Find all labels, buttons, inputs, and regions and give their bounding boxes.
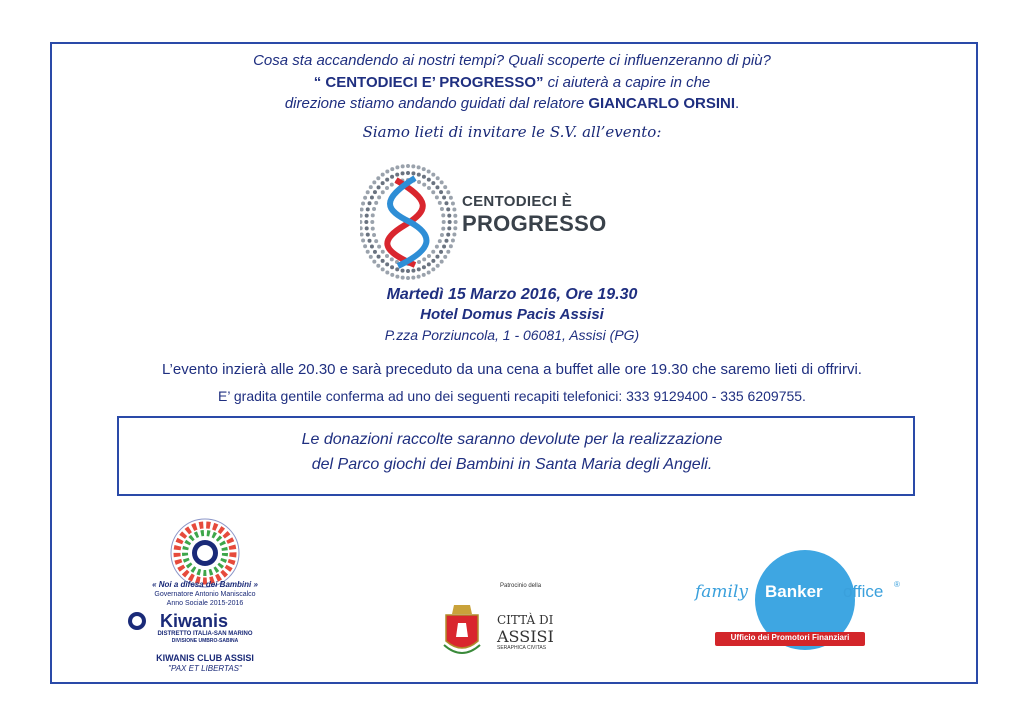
patronage-label: Patrocinio della bbox=[500, 583, 542, 589]
invite-heading: Siamo lieti di invitare le S.V. all’evento: bbox=[362, 123, 662, 141]
kiwanis-tagline: « Noi a difesa dei Bambini » bbox=[152, 580, 258, 589]
fb-office-text: office bbox=[843, 582, 884, 601]
confirmation-phones: E’ gradita gentile conferma ad uno dei seguenti recapiti telefonici: 333 9129400 - 335 6209755. bbox=[218, 388, 806, 404]
logo-line-2: PROGRESSO bbox=[462, 211, 607, 236]
assisi-motto: SERAPHICA CIVITAS bbox=[497, 645, 547, 651]
kiwanis-motto: "PAX ET LIBERTAS" bbox=[168, 664, 242, 673]
intro-line-2-rest: ci aiuterà a capire in che bbox=[543, 74, 711, 91]
fb-banker-text: Banker bbox=[765, 582, 823, 601]
kiwanis-division: DIVISIONE UMBRO-SABINA bbox=[171, 638, 239, 644]
fb-registered-mark: ® bbox=[894, 580, 900, 589]
assisi-crest-icon bbox=[440, 601, 484, 659]
intro-line-2 bbox=[0, 74, 1024, 91]
intro-line-3-end: . bbox=[735, 95, 740, 112]
kiwanis-year: Anno Sociale 2015-2016 bbox=[166, 600, 244, 607]
kiwanis-club: KIWANIS CLUB ASSISI bbox=[156, 653, 254, 663]
family-banker-logo bbox=[695, 580, 900, 650]
logo-line-1: CENTODIECI È bbox=[462, 193, 573, 210]
kiwanis-governor: Governatore Antonio Maniscalco bbox=[154, 591, 256, 598]
intro-line-3-text: direzione stiamo andando guidati dal relatore bbox=[284, 95, 589, 112]
fb-family-text: family bbox=[695, 582, 749, 602]
event-venue: Hotel Domus Pacis Assisi bbox=[420, 306, 604, 323]
fb-tagline-bar bbox=[715, 632, 865, 646]
event-date: Martedì 15 Marzo 2016, Ore 19.30 bbox=[386, 286, 638, 303]
intro-line-1: Cosa sta accandendo ai nostri tempi? Quali scoperte ci influenzeranno di più? bbox=[253, 52, 771, 69]
event-title: “ CENTODIECI E’ PROGRESSO” bbox=[313, 74, 544, 91]
donation-line-1: Le donazioni raccolte saranno devolute per la realizzazione bbox=[301, 431, 723, 448]
intro-line-3 bbox=[0, 95, 1024, 112]
event-details: L’evento inzierà alle 20.30 e sarà preceduto da una cena a buffet alle ore 19.30 che saremo lieti di offrirvi. bbox=[162, 361, 862, 378]
kiwanis-district: DISTRETTO ITALIA-SAN MARINO bbox=[157, 631, 253, 637]
assisi-city-line-1: CITTÀ DI bbox=[497, 613, 554, 627]
fb-tagline: Ufficio dei Promotori Finanziari bbox=[730, 633, 850, 642]
event-address: P.zza Porziuncola, 1 - 06081, Assisi (PG) bbox=[384, 327, 640, 343]
donation-line-2: del Parco giochi dei Bambini in Santa Maria degli Angeli. bbox=[311, 456, 713, 473]
speaker-name: GIANCARLO ORSINI bbox=[588, 95, 736, 112]
kiwanis-brand: Kiwanis bbox=[160, 611, 229, 631]
assisi-city-line-2: ASSISI bbox=[497, 627, 554, 646]
